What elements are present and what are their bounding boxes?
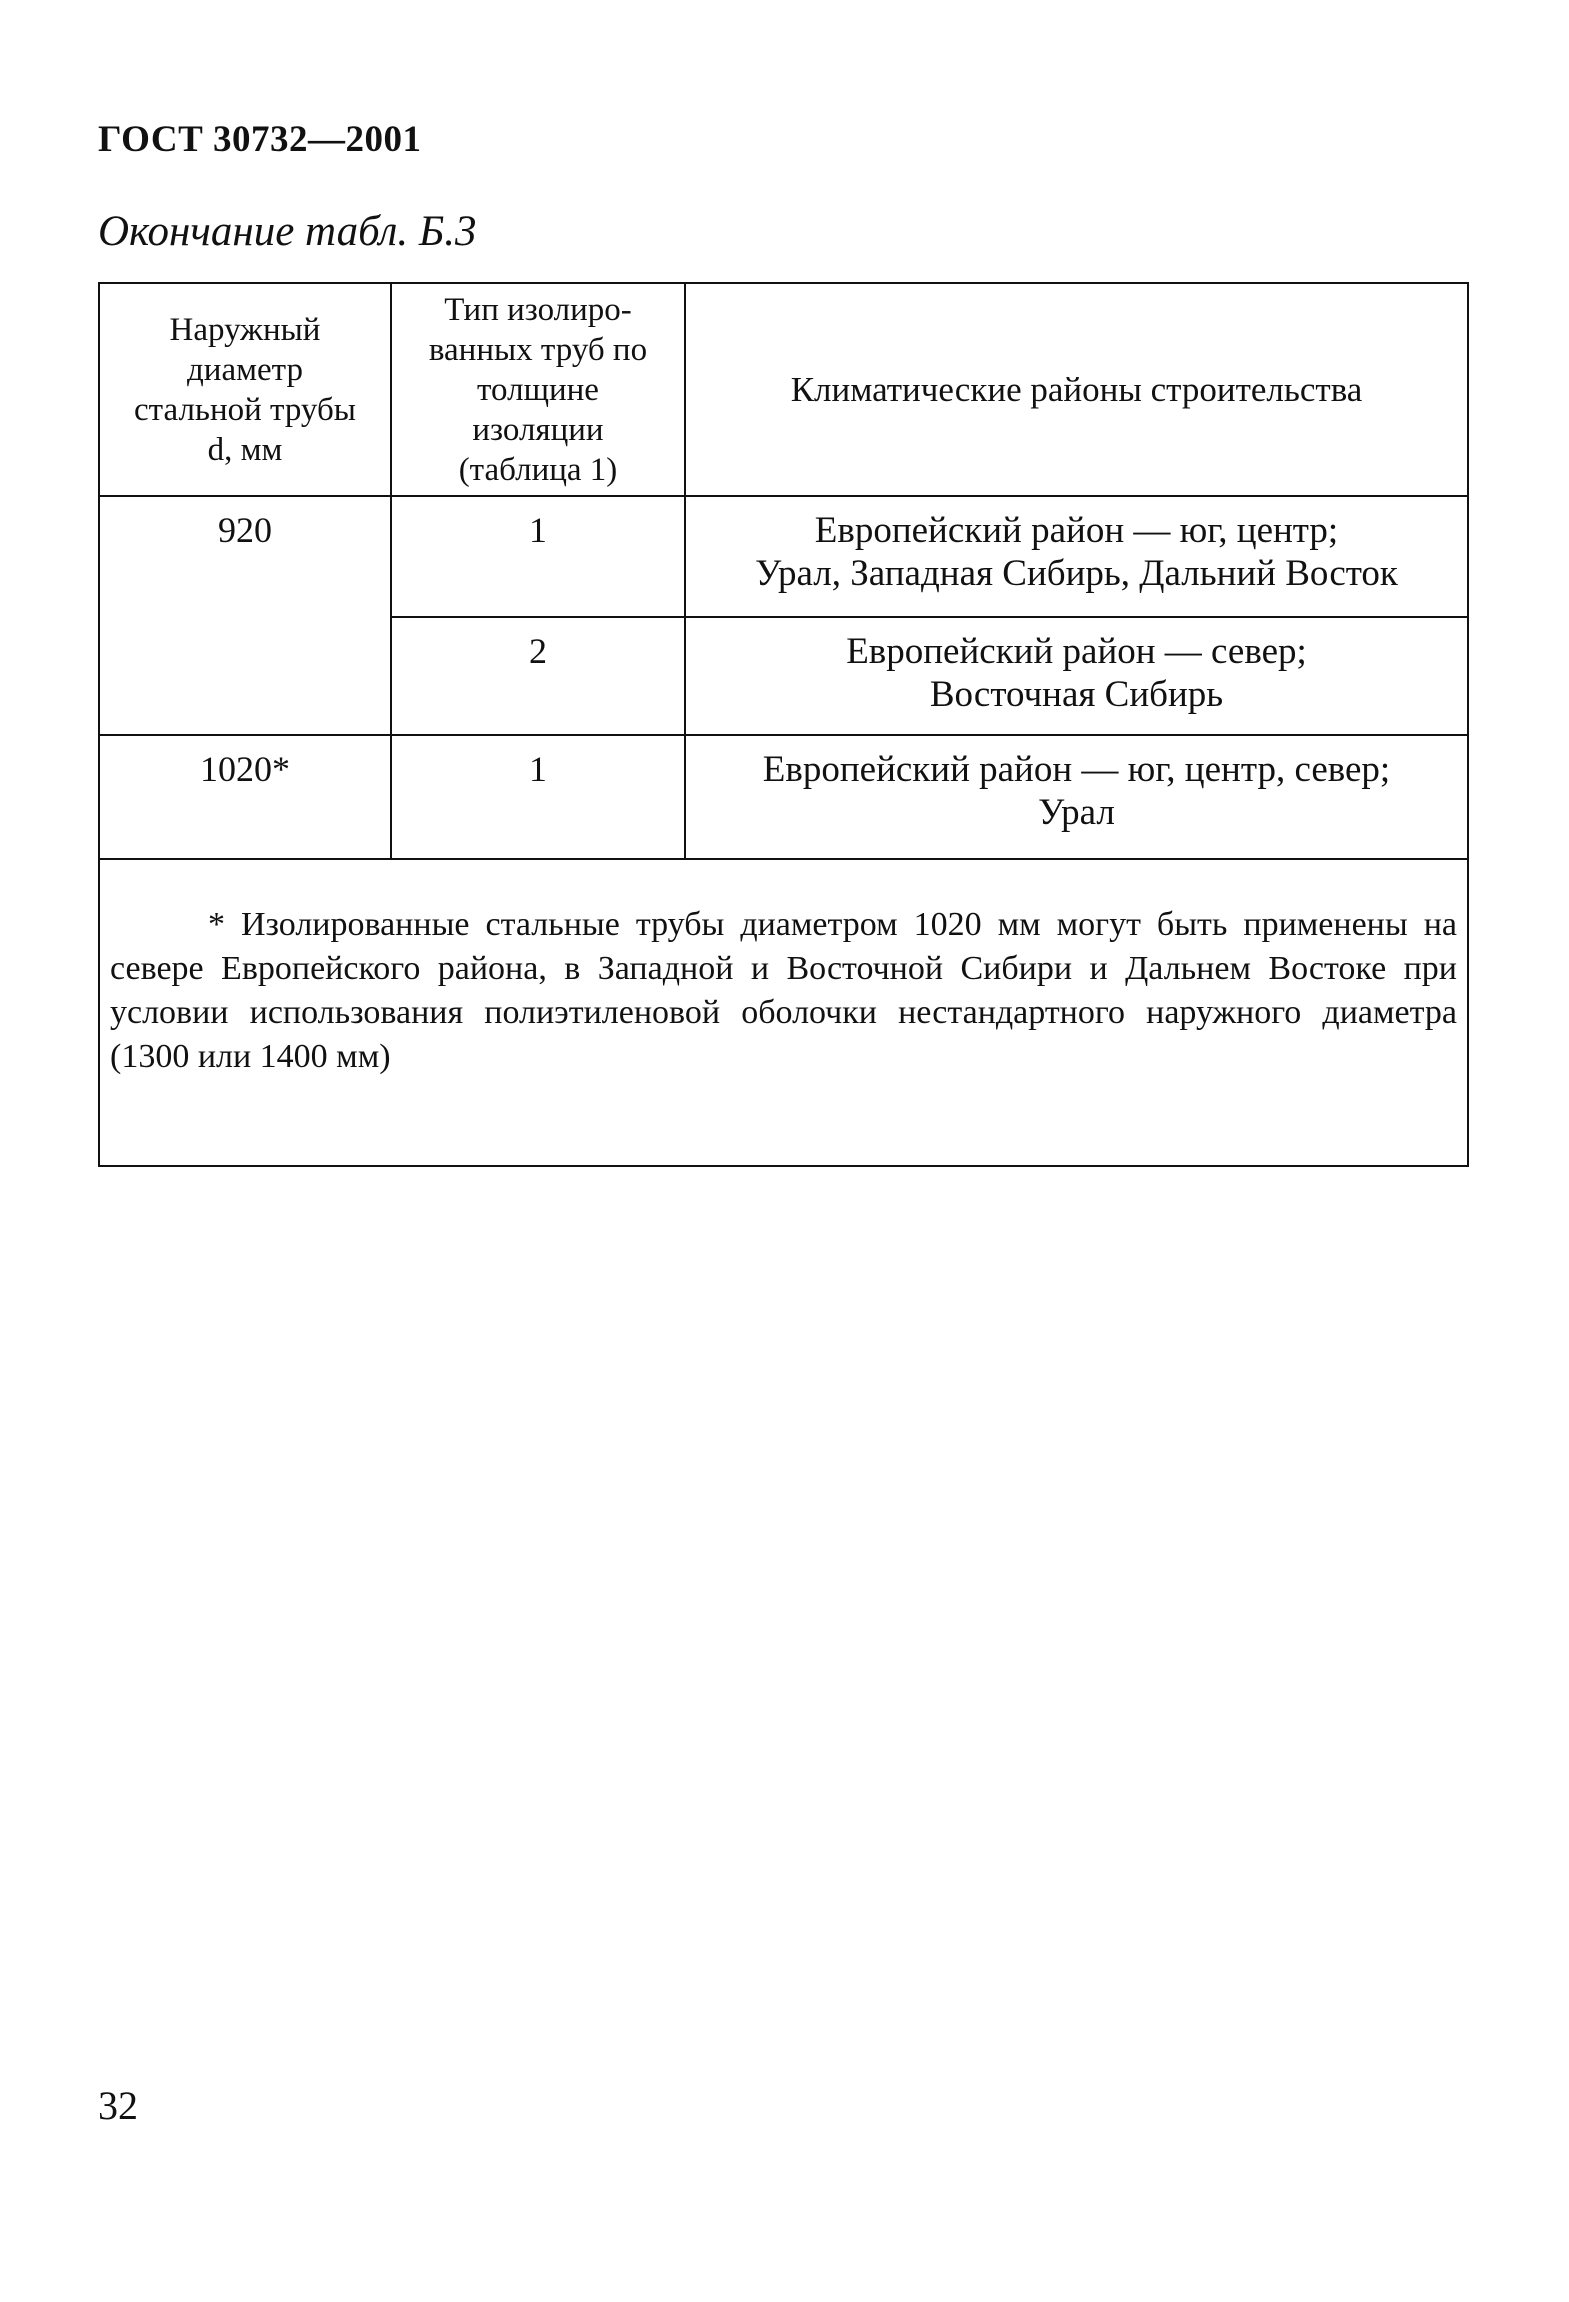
table-footnote: * Изолированные стальные трубы диаметром 1020 мм могут быть применены на севере Европейского района, в Западной и Восточной Сибири и Дальнем Востоке при условии использования полиэтиленовой оболочки нестандартного наружного диаметра (1300 или 1400 мм) — [110, 906, 1457, 1075]
header-type-line: (таблица 1) — [458, 451, 618, 488]
header-diameter — [99, 283, 391, 496]
climate-regions-table — [98, 282, 1469, 1167]
cell-diameter: 1020* — [99, 735, 391, 859]
cell-climate — [685, 735, 1468, 859]
table-footnote-cell — [99, 859, 1468, 1166]
cell-climate — [685, 496, 1468, 617]
header-diameter-line: стальной трубы — [134, 391, 356, 428]
document-header: ГОСТ 30732—2001 — [98, 119, 422, 160]
header-diameter-line: d, мм — [207, 431, 283, 468]
table-row — [99, 735, 1468, 859]
table-caption: Окончание табл. Б.3 — [98, 208, 477, 255]
header-diameter-line: диаметр — [187, 351, 303, 388]
header-type-line: ванных труб по — [428, 331, 648, 368]
climate-line: Европейский район — юг, центр; — [814, 510, 1339, 551]
cell-type: 1 — [391, 735, 685, 859]
cell-type: 1 — [391, 496, 685, 617]
page-number: 32 — [98, 2083, 138, 2128]
climate-line: Европейский район — север; — [846, 631, 1307, 672]
header-insulation-type — [391, 283, 685, 496]
header-type-line: толщине — [477, 371, 599, 408]
cell-diameter: 920 — [99, 496, 391, 735]
cell-climate — [685, 617, 1468, 735]
table-note-row — [99, 859, 1468, 1166]
climate-line: Восточная Сибирь — [929, 674, 1224, 715]
header-type-line: изоляции — [472, 411, 604, 448]
climate-line: Европейский район — юг, центр, север; — [762, 749, 1391, 790]
table-row — [99, 496, 1468, 617]
cell-type: 2 — [391, 617, 685, 735]
table-header-row — [99, 283, 1468, 496]
header-diameter-line: Наружный — [169, 311, 321, 348]
climate-line: Урал, Западная Сибирь, Дальний Восток — [755, 553, 1398, 594]
header-climate-regions: Климатические районы строительства — [685, 283, 1468, 496]
climate-line: Урал — [1038, 792, 1115, 833]
header-type-line: Тип изолиро- — [444, 291, 632, 328]
